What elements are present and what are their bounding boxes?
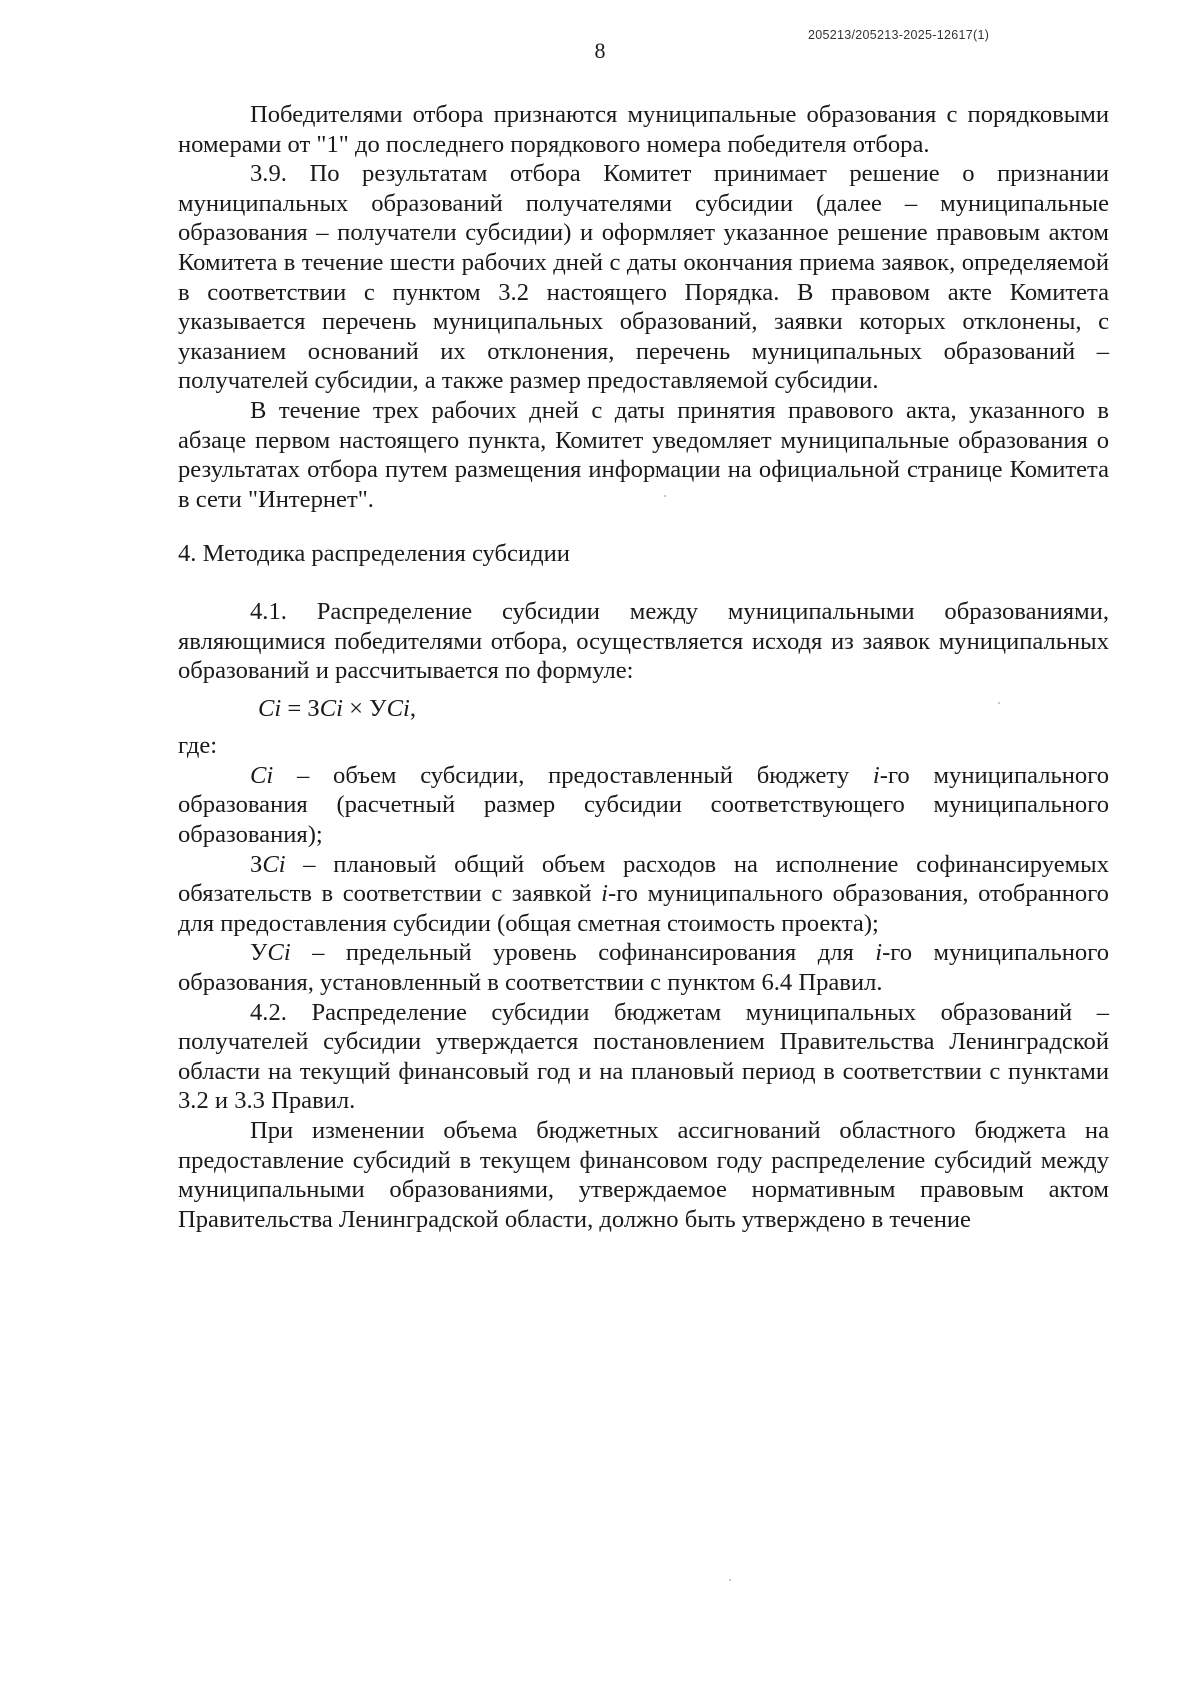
document-body <box>178 100 1109 1234</box>
paragraph-budget-change: При изменении объема бюджетных ассигнований областного бюджета на предоставление субсидий в текущем финансовом году распределение субсидий между муниципальными образованиями, утверждаемое нормативным правовым актом Правительства Ленинградской области, должно быть утверждено в течение <box>178 1117 1109 1233</box>
def-zci-prefix: З <box>250 850 263 878</box>
formula-uc-var: Ci <box>386 694 410 722</box>
where-label: где: <box>178 732 218 760</box>
def-uci-term: Ci <box>267 939 291 967</box>
formula-uc-prefix: У <box>369 694 387 722</box>
def-zci-term: Ci <box>262 850 286 878</box>
formula-tail: , <box>409 694 416 722</box>
section-heading: 4. Методика распределения субсидии <box>178 540 570 568</box>
definition-ci <box>178 761 1109 850</box>
def-zci-index: i <box>601 880 608 908</box>
formula-lhs: Ci <box>258 694 282 722</box>
definition-zci <box>178 850 1109 939</box>
document-id: 205213/205213-2025-12617(1) <box>808 28 990 42</box>
formula-equals: = <box>281 694 308 722</box>
paragraph-3-9: 3.9. По результатам отбора Комитет принимает решение о признании муниципальных образований получателями субсидии (далее – муниципальные образования – получатели субсидии) и оформляет указанное решение правовым актом Комитета в течение шести рабочих дней с даты окончания приема заявок, определяемой в соответствии с пунктом 3.2 настоящего Порядка. В правовом акте Комитета указывается перечень муниципальных образований, заявки которых отклонены, с указанием оснований их отклонения, перечень муниципальных образований – получателей субсидии, а также размер предоставляемой субсидии. <box>178 160 1109 395</box>
formula-times: × <box>343 694 370 722</box>
page-number: 8 <box>594 38 606 63</box>
formula <box>178 694 1109 724</box>
def-uci-text2: -го муниципального образования, установленный в соответствии с пунктом 6.4 Правил. <box>178 939 1109 997</box>
paragraph-4-2: 4.2. Распределение субсидии бюджетам муниципальных образований – получателей субсидии утверждается постановлением Правительства Ленинградской области на текущий финансовый год и на плановый период в соответствии с пунктами 3.2 и 3.3 Правил. <box>178 998 1109 1115</box>
scan-speck <box>729 1579 731 1581</box>
scan-speck <box>998 702 1000 704</box>
def-zci-text: – плановый общий объем расходов на исполнение софинансируемых обязательств в соответствии с заявкой <box>178 850 1109 908</box>
formula-zc-prefix: З <box>307 694 320 722</box>
def-uci-index: i <box>875 939 883 967</box>
def-ci-text2: -го муниципального образования (расчетный размер субсидии соответствующего муниципального образования); <box>178 761 1109 849</box>
def-ci-text: – объем субсидии, предоставленный бюджету <box>273 761 873 789</box>
paragraph-winners: Победителями отбора признаются муниципальные образования с порядковыми номерами от "1" до последнего порядкового номера победителя отбора. <box>178 101 1109 158</box>
def-zci-text2: -го муниципального образования, отобранного для предоставления субсидии (общая сметная стоимость проекта); <box>178 880 1109 937</box>
formula-zc-var: Ci <box>319 694 343 722</box>
definition-uci <box>178 938 1109 997</box>
paragraph-notification: В течение трех рабочих дней с даты принятия правового акта, указанного в абзаце первом настоящего пункта, Комитет уведомляет муниципальные образования о результатах отбора путем размещения информации на официальной странице Комитета в сети "Интернет". <box>178 396 1109 513</box>
def-uci-text: – предельный уровень софинансирования для <box>290 939 876 967</box>
def-uci-prefix: У <box>250 939 268 967</box>
paragraph-4-1: 4.1. Распределение субсидии между муниципальными образованиями, являющимися победителями отбора, осуществляется исходя из заявок муниципальных образований и рассчитывается по формуле: <box>178 597 1109 685</box>
scan-speck <box>664 495 666 497</box>
def-ci-index: i <box>872 761 880 789</box>
def-ci-term: Ci <box>250 761 274 789</box>
